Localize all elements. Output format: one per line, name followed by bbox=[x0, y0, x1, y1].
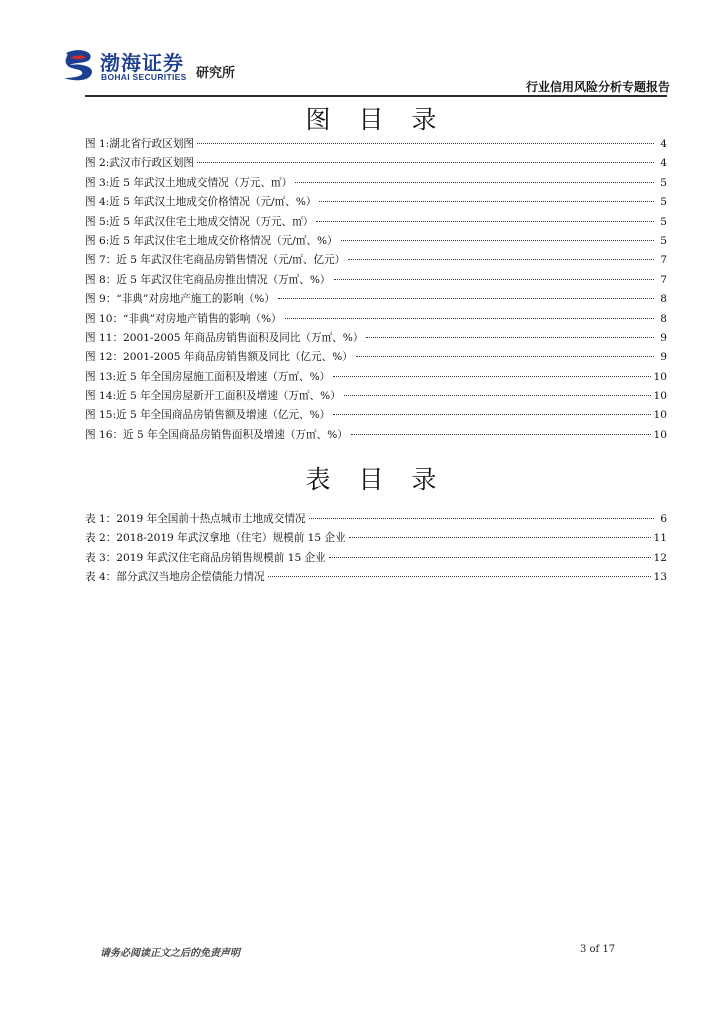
page-number: 3 of 17 bbox=[580, 944, 616, 955]
toc-leader bbox=[366, 336, 654, 338]
toc-entry[interactable] bbox=[85, 569, 667, 588]
toc-entry-page: 9 bbox=[660, 351, 667, 364]
toc-entry-label: 图 4:近 5 年武汉土地成交价格情况（元/㎡、%） bbox=[85, 196, 317, 209]
toc-entry-page: 9 bbox=[660, 331, 667, 344]
toc-leader bbox=[356, 355, 654, 357]
toc-entry-label: 图 9：“非典”对房地产施工的影响（%） bbox=[85, 293, 275, 306]
toc-entry-page: 5 bbox=[660, 215, 667, 228]
toc-leader bbox=[333, 413, 650, 415]
toc-entry-label: 图 16：近 5 年全国商品房销售面积及增速（万㎡、%） bbox=[85, 428, 348, 441]
toc-entry-label: 表 2：2018-2019 年武汉拿地（住宅）规模前 15 企业 bbox=[85, 532, 346, 545]
brand-name-cn: 渤海证券 bbox=[100, 51, 184, 75]
bohai-logo-icon bbox=[60, 45, 100, 85]
toc-leader bbox=[197, 161, 654, 163]
toc-entry-page: 7 bbox=[660, 254, 667, 267]
toc-entry[interactable] bbox=[85, 233, 667, 252]
toc-entry-label: 图 8：近 5 年武汉住宅商品房推出情况（万㎡、%） bbox=[85, 273, 331, 286]
tables-toc-list bbox=[85, 511, 667, 589]
toc-entry-page: 6 bbox=[660, 513, 667, 525]
toc-entry-page: 8 bbox=[660, 312, 667, 325]
toc-leader bbox=[344, 394, 651, 396]
tables-toc-title: 表 目 录 bbox=[305, 465, 447, 494]
toc-leader bbox=[349, 536, 651, 538]
toc-leader bbox=[197, 142, 654, 144]
toc-leader bbox=[341, 239, 654, 241]
toc-leader bbox=[319, 200, 654, 202]
toc-entry-label: 表 1：2019 年全国前十热点城市土地成交情况 bbox=[85, 513, 306, 525]
toc-entry[interactable] bbox=[85, 136, 667, 155]
toc-entry[interactable] bbox=[85, 194, 667, 213]
toc-leader bbox=[348, 258, 654, 260]
toc-leader bbox=[351, 433, 651, 435]
toc-entry[interactable] bbox=[85, 311, 667, 330]
toc-leader bbox=[333, 375, 650, 377]
toc-entry-label: 表 3：2019 年武汉住宅商品房销售规模前 15 企业 bbox=[85, 551, 326, 564]
toc-leader bbox=[268, 575, 651, 577]
toc-entry-label: 图 1:湖北省行政区划图 bbox=[85, 138, 195, 150]
toc-entry-page: 12 bbox=[653, 551, 667, 564]
toc-entry-page: 5 bbox=[660, 196, 667, 209]
toc-entry-label: 图 14:近 5 年全国房屋新开工面积及增速（万㎡、%） bbox=[85, 390, 341, 403]
toc-entry[interactable] bbox=[85, 511, 667, 530]
report-header bbox=[60, 45, 670, 95]
toc-leader bbox=[334, 278, 654, 280]
toc-entry[interactable] bbox=[85, 407, 667, 426]
toc-entry-label: 图 3:近 5 年武汉土地成交情况（万元、㎡） bbox=[85, 176, 293, 189]
toc-entry-label: 图 10：“非典”对房地产销售的影响（%） bbox=[85, 312, 282, 325]
toc-entry-label: 图 7：近 5 年武汉住宅商品房销售情况（元/㎡、亿元） bbox=[85, 254, 346, 267]
disclaimer-note: 请务必阅读正文之后的免责声明 bbox=[100, 948, 240, 959]
toc-leader bbox=[278, 297, 654, 299]
toc-leader bbox=[329, 556, 651, 558]
toc-entry[interactable] bbox=[85, 272, 667, 291]
toc-entry[interactable] bbox=[85, 330, 667, 349]
toc-leader bbox=[285, 317, 654, 319]
toc-entry-page: 5 bbox=[660, 176, 667, 189]
toc-entry-page: 7 bbox=[660, 273, 667, 286]
toc-entry-page: 4 bbox=[660, 138, 667, 150]
toc-entry-page: 10 bbox=[653, 409, 667, 422]
toc-entry-label: 图 2:武汉市行政区划图 bbox=[85, 157, 195, 170]
report-type: 行业信用风险分析专题报告 bbox=[525, 80, 670, 94]
toc-entry-page: 10 bbox=[653, 390, 667, 403]
toc-entry[interactable] bbox=[85, 155, 667, 174]
toc-entry-label: 图 11：2001-2005 年商品房销售面积及同比（万㎡、%） bbox=[85, 331, 364, 344]
toc-entry-page: 5 bbox=[660, 234, 667, 247]
toc-entry-label: 图 15:近 5 年全国商品房销售额及增速（亿元、%） bbox=[85, 409, 331, 422]
figures-toc-list bbox=[85, 136, 667, 446]
toc-entry-label: 图 13:近 5 年全国房屋施工面积及增速（万㎡、%） bbox=[85, 370, 331, 383]
toc-entry[interactable] bbox=[85, 369, 667, 388]
toc-entry[interactable] bbox=[85, 214, 667, 233]
department-label: 研究所 bbox=[196, 66, 236, 81]
toc-entry-label: 表 4：部分武汉当地房企偿债能力情况 bbox=[85, 571, 265, 584]
toc-entry[interactable] bbox=[85, 427, 667, 446]
toc-entry-page: 10 bbox=[653, 428, 667, 441]
toc-entry-label: 图 6:近 5 年武汉住宅土地成交价格情况（元/㎡、%） bbox=[85, 234, 338, 247]
toc-entry-page: 10 bbox=[653, 370, 667, 383]
toc-entry[interactable] bbox=[85, 252, 667, 271]
toc-entry-label: 图 12：2001-2005 年商品房销售额及同比（亿元、%） bbox=[85, 351, 353, 364]
toc-entry[interactable] bbox=[85, 530, 667, 549]
toc-entry[interactable] bbox=[85, 388, 667, 407]
toc-entry[interactable] bbox=[85, 291, 667, 310]
toc-entry[interactable] bbox=[85, 349, 667, 368]
toc-entry-page: 4 bbox=[660, 157, 667, 170]
toc-leader bbox=[309, 517, 654, 519]
toc-entry-page: 8 bbox=[660, 293, 667, 306]
toc-leader bbox=[316, 220, 654, 222]
toc-entry-label: 图 5:近 5 年武汉住宅土地成交情况（万元、㎡） bbox=[85, 215, 314, 228]
brand-name-en: BOHAI SECURITIES bbox=[101, 72, 187, 82]
header-divider bbox=[85, 95, 667, 97]
toc-entry[interactable] bbox=[85, 175, 667, 194]
figures-toc-title: 图 目 录 bbox=[305, 105, 447, 134]
toc-entry[interactable] bbox=[85, 550, 667, 569]
toc-leader bbox=[295, 181, 654, 183]
toc-entry-page: 13 bbox=[653, 571, 667, 584]
toc-entry-page: 11 bbox=[653, 532, 667, 545]
